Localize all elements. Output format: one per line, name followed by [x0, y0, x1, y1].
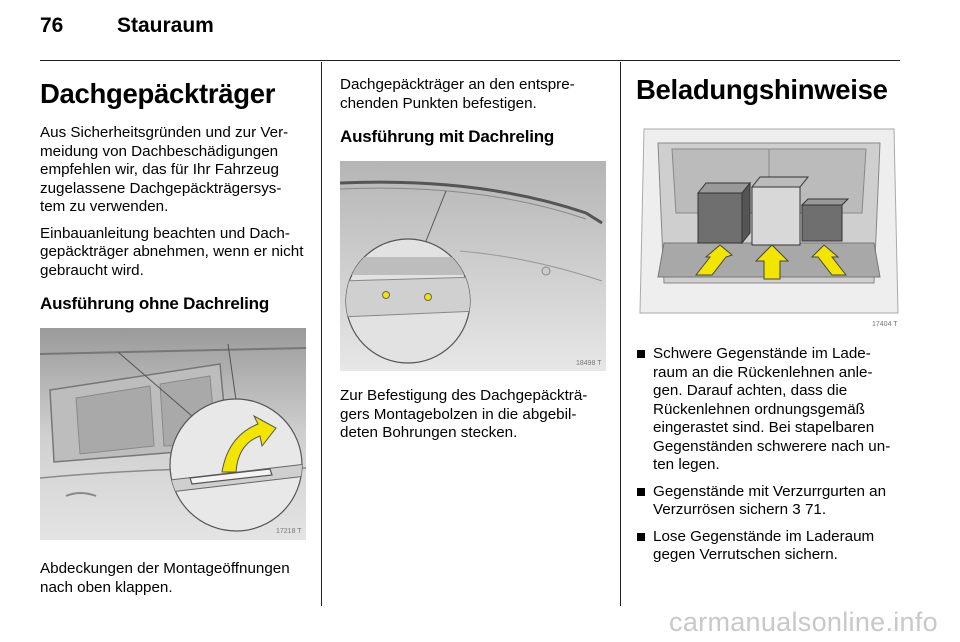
figure-caption: Zur Befestigung des Dachgepäckträ-gers Montagebolzen in die abgebil-deten Bohrungen stecken.	[340, 387, 588, 441]
without-rails-heading: Ausführung ohne Dachreling	[40, 294, 270, 313]
column-divider-2	[620, 62, 621, 606]
roof-cover-illustration	[40, 328, 306, 540]
cargo-box-left	[698, 193, 742, 243]
figure-code: 17404 T	[872, 321, 898, 328]
attach-paragraph: Dachgepäckträger an den entspre-chenden Punkten befestigen.	[340, 76, 575, 112]
list-item: Lose Gegenstände im Laderaum gegen Verrutschen sichern.	[636, 528, 902, 565]
watermark: carmanualsonline.info	[669, 607, 938, 637]
with-rails-heading: Ausführung mit Dachreling	[340, 127, 555, 146]
figure-code: 18498 T	[576, 360, 602, 367]
column-2	[340, 62, 606, 443]
page-header	[0, 0, 960, 62]
header-rule	[40, 60, 900, 61]
loading-tips-heading: Beladungshinweise	[636, 74, 888, 105]
figure-caption: Abdeckungen der Montageöffnungen nach oben klappen.	[40, 560, 290, 596]
safety-paragraph: Aus Sicherheitsgründen und zur Ver-meidung von Dachbeschädigungen empfehlen wir, das für Ihr Fahrzeug zugelassene Dachgepäckträgersys-tem zu verwenden.	[40, 124, 289, 215]
mounting-hole	[383, 292, 390, 299]
section-title: Stauraum	[117, 14, 214, 37]
cargo-loading-illustration	[636, 123, 902, 331]
bottle-crate	[752, 187, 800, 245]
column-1	[40, 62, 306, 597]
mounting-hole	[425, 294, 432, 301]
page-number: 76	[40, 14, 64, 37]
column-3	[636, 62, 902, 573]
roof-rack-heading: Dachgepäckträger	[40, 78, 276, 109]
loading-tips-list	[636, 345, 902, 565]
figure-code: 17218 T	[276, 528, 302, 535]
cargo-box-right	[802, 205, 842, 241]
list-item: Schwere Gegenstände im Lade-raum an die Rückenlehnen anle-gen. Darauf achten, dass die Rückenlehnen ordnungsgemäß eingerastet sind. Bei stapelbaren Gegenständen schwerere nach un-ten legen.	[636, 345, 902, 475]
column-divider-1	[321, 62, 322, 606]
roof-rail-illustration	[340, 161, 606, 371]
list-item: Gegenstände mit Verzurrgurten an Verzurrösen sichern 3 71.	[636, 483, 902, 520]
install-paragraph: Einbauanleitung beachten und Dach-gepäckträger abnehmen, wenn er nicht gebraucht wird.	[40, 224, 304, 279]
